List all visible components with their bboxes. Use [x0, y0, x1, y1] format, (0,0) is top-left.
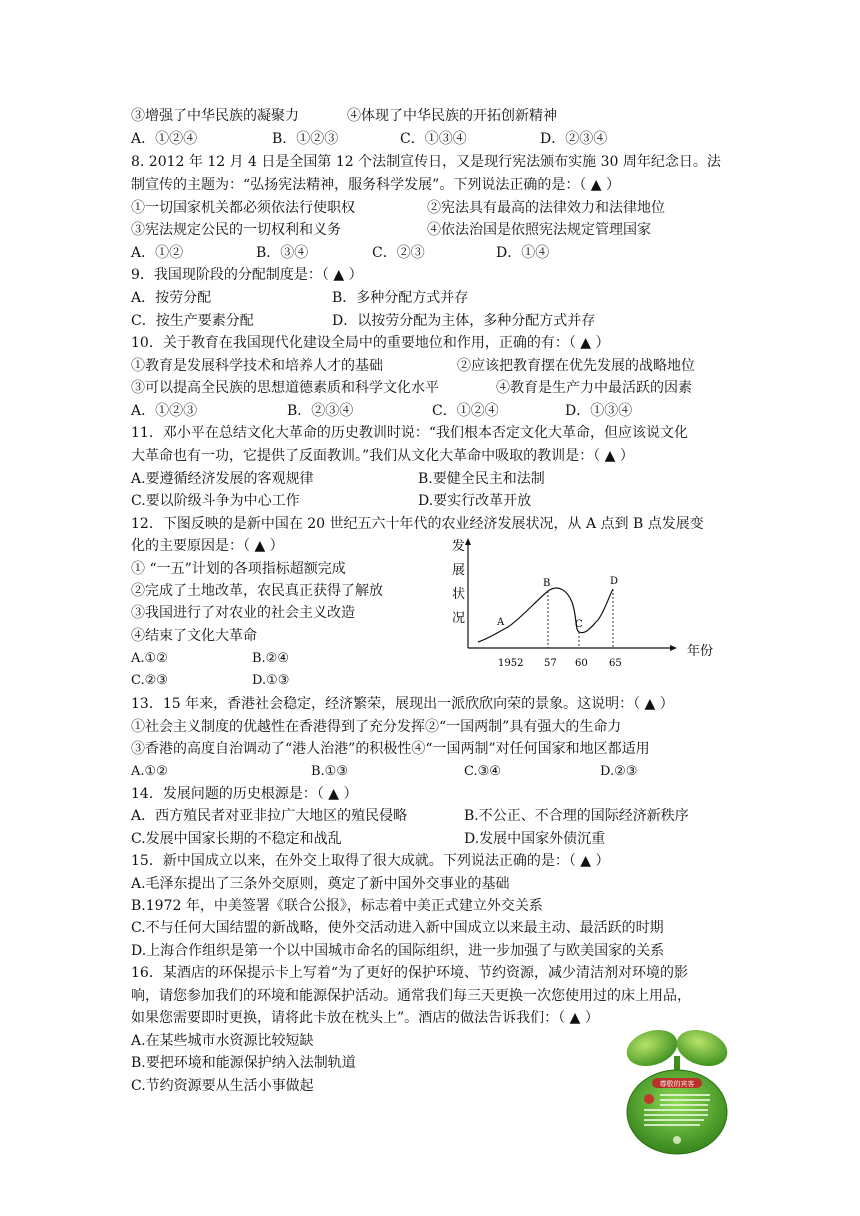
- point-label: B: [543, 578, 551, 589]
- q13-choice-b: B.①③: [311, 764, 348, 779]
- q15-stem: 15．新中国成立以来，在外交上取得了很大成就。下列说法正确的是：（ ▲ ）: [131, 853, 610, 869]
- q14-choice-c: C.发展中国家长期的不稳定和战乱: [131, 831, 342, 847]
- chart-y-axis-label: [452, 539, 465, 626]
- chart-series-line: [478, 588, 613, 642]
- q11-stem-line2: 大革命也有一功，它提供了反面教训。”我们从文化大革命中吸取的教训是：（ ▲ ）: [131, 448, 634, 464]
- q11-stem-line1: 11．邓小平在总结文化大革命的历史教训时说：“我们根本否定文化大革命，但应该说文化: [131, 425, 688, 441]
- chart-x-axis-label: 年份: [687, 644, 714, 659]
- q10-choice-b: B．②③④: [287, 403, 354, 419]
- y-axis-label-char: 展: [452, 563, 466, 578]
- q9-choice-b: B．多种分配方式并存: [332, 290, 469, 306]
- q13-line1: ①社会主义制度的优越性在香港得到了充分发挥②“一国两制”具有强大的生命力: [131, 719, 622, 735]
- q10-choice-d: D．①③④: [565, 403, 633, 419]
- ladybug-icon: [644, 1094, 654, 1104]
- q9-choice-d: D．以按劳分配为主体，多种分配方式并存: [332, 313, 596, 329]
- q15-choice-a: A.毛泽东提出了三条外交原则，奠定了新中国外交事业的基础: [131, 876, 510, 892]
- x-axis-arrow: [670, 645, 677, 651]
- q15-choice-d: D.上海合作组织是第一个以中国城市命名的国际组织，进一步加强了与欧美国家的关系: [131, 943, 665, 959]
- q12-option-1: ① “一五”计划的各项指标超额完成: [131, 561, 346, 577]
- agri-development-chart: [440, 534, 730, 674]
- hotel-eco-card-image: [622, 1026, 732, 1156]
- x-tick-label: 65: [609, 658, 622, 669]
- q10-option-3: ③可以提高全民族的思想道德素质和科学文化水平: [131, 380, 439, 396]
- left-leaf-icon: [622, 1026, 682, 1072]
- q13-choice-a: A.①②: [131, 764, 168, 779]
- q12-option-4: ④结束了文化大革命: [131, 628, 257, 644]
- q8-stem-line1: 8. 2012 年 12 月 4 日是全国第 12 个法制宣传日，又是现行宪法颁布实施 30 周年纪念日。法: [131, 154, 721, 170]
- q16-stem-line3: 如果您需要即时更换，请将此卡放在枕头上”。酒店的做法告诉我们：（ ▲ ）: [131, 1010, 599, 1026]
- x-tick-label: 1952: [498, 658, 524, 669]
- q7-choice-a: A．①②④: [131, 131, 198, 147]
- q8-choice-d: D．①④: [496, 245, 550, 261]
- q8-choice-c: C．②③: [372, 245, 425, 261]
- right-leaf-icon: [672, 1026, 732, 1072]
- q15-choice-b: B.1972 年，中美签署《联合公报》，标志着中美正式建立外交关系: [131, 898, 543, 914]
- q14-stem: 14．发展问题的历史根源是：（ ▲ ）: [131, 786, 358, 802]
- q7-choice-b: B．①②③: [272, 131, 339, 147]
- x-tick-label: 57: [544, 658, 557, 669]
- q16-stem-line1: 16．某酒店的环保提示卡上写着“为了更好的保护环境、节约资源，减少清洁剂对环境的影: [131, 965, 688, 981]
- q11-choice-d: D.要实行改革开放: [418, 493, 532, 509]
- q12-option-3: ③我国进行了对农业的社会主义改造: [131, 605, 355, 621]
- q13-line2: ③香港的高度自治调动了“港人治港”的积极性④“一国两制”对任何国家和地区都适用: [131, 741, 650, 757]
- point-label: C: [575, 619, 583, 630]
- x-tick-label: 60: [575, 658, 588, 669]
- q16-stem-line2: 响，请您参加我们的环境和能源保护活动。通常我们每三天更换一次您使用过的床上用品，: [131, 988, 691, 1004]
- y-axis-label-char: 发: [452, 539, 466, 554]
- card-title: 尊敬的宾客: [659, 1080, 695, 1088]
- q15-choice-c: C.不与任何大国结盟的新战略，使外交活动进入新中国成立以来最主动、最活跃的时期: [131, 920, 664, 936]
- point-label: A: [497, 617, 505, 628]
- q7-choice-d: D．②③④: [540, 131, 608, 147]
- q8-option-2: ②宪法具有最高的法律效力和法律地位: [427, 200, 665, 216]
- q8-choice-a: A．①②: [131, 245, 184, 261]
- q7-choice-c: C．①③④: [400, 131, 467, 147]
- q8-choice-b: B．③④: [256, 245, 309, 261]
- q7-option-4: ④体现了中华民族的开拓创新精神: [347, 108, 557, 124]
- q8-option-3: ③宪法规定公民的一切权利和义务: [131, 222, 341, 238]
- q12-choice-d: D.①③: [252, 673, 290, 688]
- q12-stem-line1: 12．下图反映的是新中国在 20 世纪五六十年代的农业经济发展状况，从 A 点到 B 点发展变: [131, 516, 704, 532]
- q8-option-1: ①一切国家机关都必须依法行使职权: [131, 200, 355, 216]
- q11-choice-a: A.要遵循经济发展的客观规律: [131, 471, 314, 487]
- q8-option-4: ④依法治国是依照宪法规定管理国家: [427, 222, 651, 238]
- q14-choice-a: A．西方殖民者对亚非拉广大地区的殖民侵略: [131, 808, 408, 824]
- q13-choice-d: D.②③: [600, 764, 638, 779]
- y-axis-label-char: 况: [452, 611, 466, 626]
- q13-choice-c: C.③④: [464, 764, 501, 779]
- q9-choice-a: A．按劳分配: [131, 290, 212, 306]
- q12-choice-a: A.①②: [131, 651, 168, 666]
- y-axis-arrow: [465, 538, 471, 545]
- q10-choice-c: C．①②④: [432, 403, 499, 419]
- q9-stem: 9．我国现阶段的分配制度是：（ ▲ ）: [131, 267, 363, 283]
- q12-choice-c: C.②③: [131, 673, 168, 688]
- q10-option-4: ④教育是生产力中最活跃的因素: [496, 380, 692, 396]
- q14-choice-b: B.不公正、不合理的国际经济新秩序: [464, 808, 689, 824]
- q7-option-3: ③增强了中华民族的凝聚力: [131, 108, 299, 124]
- q9-choice-c: C．按生产要素分配: [131, 313, 254, 329]
- q12-choice-b: B.②④: [252, 651, 289, 666]
- q16-choice-a: A.在某些城市水资源比较短缺: [131, 1033, 314, 1049]
- q10-option-2: ②应该把教育摆在优先发展的战略地位: [457, 358, 695, 374]
- q16-choice-c: C.节约资源要从生活小事做起: [131, 1078, 314, 1094]
- q16-choice-b: B.要把环境和能源保护纳入法制轨道: [131, 1055, 356, 1071]
- q11-choice-c: C.要以阶级斗争为中心工作: [131, 493, 300, 509]
- q12-stem-line2: 化的主要原因是：（ ▲ ）: [131, 538, 284, 554]
- point-label: D: [610, 576, 619, 587]
- q13-stem: 13．15 年来，香港社会稳定，经济繁荣，展现出一派欣欣向荣的景象。这说明：（ ▲ ）: [131, 696, 674, 712]
- q8-stem-line2: 制宣传的主题为：“弘扬宪法精神，服务科学发展”。下列说法正确的是：（ ▲ ）: [131, 177, 620, 193]
- q14-choice-d: D.发展中国家外债沉重: [464, 831, 606, 847]
- y-axis-label-char: 状: [452, 587, 466, 602]
- q10-option-1: ①教育是发展科学技术和培养人才的基础: [131, 358, 383, 374]
- q10-choice-a: A．①②③: [131, 403, 198, 419]
- q11-choice-b: B.要健全民主和法制: [418, 471, 545, 487]
- q12-option-2: ②完成了土地改革，农民真正获得了解放: [131, 583, 383, 599]
- q10-stem: 10．关于教育在我国现代化建设全局中的重要地位和作用，正确的有：（ ▲ ）: [131, 335, 610, 351]
